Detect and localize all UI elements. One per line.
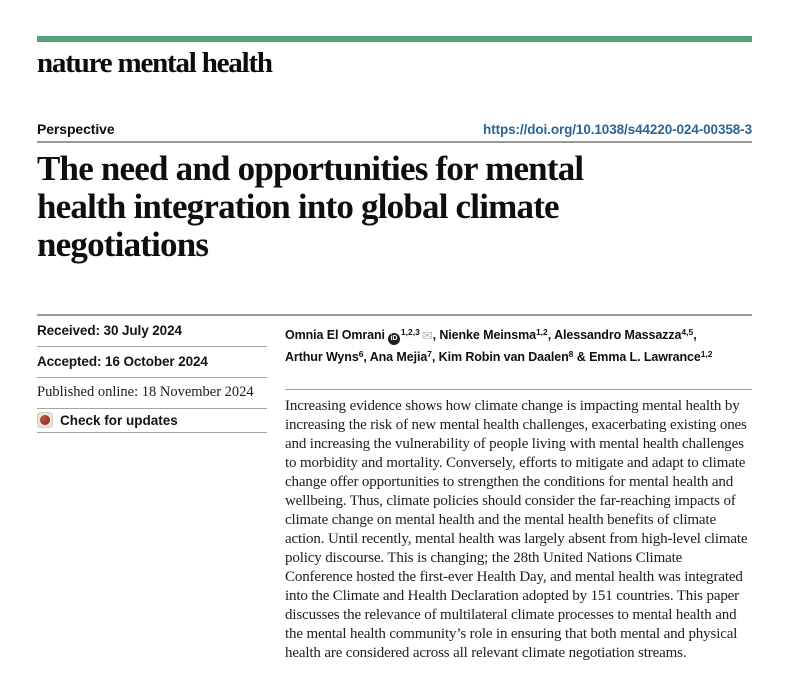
crossmark-icon (37, 412, 53, 428)
author-line: Arthur Wyns$^6$, Ana Mejia$^7$, Kim Robin van Daalen$^8$ & Emma L. Lawrance$^{1,2}$ (285, 348, 713, 364)
author-name: Arthur Wyns (285, 349, 359, 364)
author-name: Kim Robin van Daalen (438, 349, 569, 364)
title-line-2: health integration into global climate (37, 187, 559, 226)
author-list (285, 316, 752, 366)
journal-accent-bar (37, 36, 752, 42)
author-affiliation-superscript: 1,2 (700, 348, 713, 359)
author-line: Omnia El Omrani iD$^{1,2,3}$ ✉, Nienke Meinsma$^{1,2}$, Alessandro Massazza$^{4,5}$, (285, 327, 697, 344)
author-affiliation-superscript: 6 (358, 348, 364, 359)
orcid-icon[interactable]: iD (388, 333, 400, 345)
abstract-text: Increasing evidence shows how climate change is impacting mental health by increasing the risk of new mental health challenges, exacerbating existing ones and increasing the vulnerability of people living with mental health challenges to morbidity and mortality. Conversely, efforts to mitigate and adapt to climate change offer opportunities to strengthen the conditions for mental health and wellbeing. Thus, climate policies should consider the far-reaching impacts of climate change on mental health and the mental health benefits of climate action. Until recently, mental health was largely absent from high-level climate policy discourse. This is changing; the 28th United Nations Climate Conference hosted the first-ever Health Day, and mental health was integrated into the Climate and Health Declaration adopted by 151 countries. This paper discusses the relevance of multilateral climate processes to mental health and the mental health community’s role in ensuring that both mental and physical health are considered across all relevant climate negotiation streams. (285, 398, 748, 661)
check-for-updates-button[interactable] (37, 409, 267, 433)
author-name: Ana Mejia (369, 349, 428, 364)
header-divider (37, 141, 752, 143)
author-affiliation-superscript: 4,5 (681, 327, 694, 337)
journal-logo: nature mental health (37, 47, 272, 79)
author-name: Alessandro Massazza (554, 328, 682, 342)
author-affiliation-superscript: 8 (568, 348, 574, 359)
page-title (37, 150, 752, 264)
article-info-columns (37, 314, 752, 663)
doi-link[interactable]: https://doi.org/10.1038/s44220-024-00358-3 (483, 122, 752, 137)
meta-row (37, 121, 752, 137)
accepted-date: Accepted: 16 October 2024 (37, 347, 267, 378)
article-type-label: Perspective (37, 121, 115, 137)
published-date: Published online: 18 November 2024 (37, 378, 267, 409)
author-affiliation-superscript: 1,2,3 (400, 327, 420, 337)
dates-sidebar (37, 316, 267, 663)
title-line-3: negotiations (37, 225, 209, 264)
check-for-updates-label: Check for updates (60, 412, 178, 428)
email-icon[interactable]: ✉ (421, 329, 433, 344)
author-affiliation-superscript: 7 (427, 348, 432, 359)
author-affiliation-superscript: 1,2 (535, 327, 548, 337)
author-name: Nienke Meinsma (439, 328, 536, 342)
received-date: Received: 30 July 2024 (37, 316, 267, 347)
author-name: Emma L. Lawrance (589, 349, 701, 364)
article-main-column (285, 316, 752, 663)
author-name: Omnia El Omrani (285, 328, 385, 342)
title-line-1: The need and opportunities for mental (37, 149, 584, 188)
